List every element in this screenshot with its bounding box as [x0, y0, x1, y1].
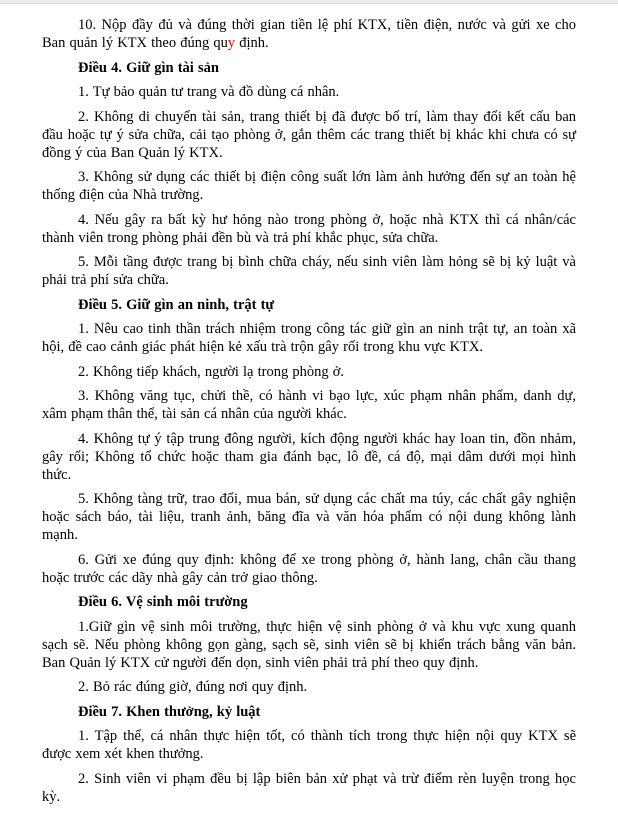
text-run: 5. Mỗi tầng được trang bị bình chữa cháy, nếu sinh viên làm hỏng sẽ bị kỷ luật và phải trả phí sửa chữa. [42, 254, 576, 288]
text-run: 2. Bỏ rác đúng giờ, đúng nơi quy định. [78, 679, 308, 695]
paragraph [42, 168, 576, 204]
text-run: 3. Không văng tục, chửi thề, có hành vi bạo lực, xúc phạm nhân phẩm, danh dự, xâm phạm thân thể, tài sản cá nhân của người khác. [42, 388, 576, 422]
text-run: 3. Không sử dụng các thiết bị điện công suất lớn làm ảnh hưởng đến sự an toàn hệ thống điện của Nhà trường. [42, 169, 576, 203]
text-run: Điều 6. Vệ sinh môi trường [78, 594, 248, 610]
text-run: 4. Không tự ý tập trung đông người, kích động người khác hay loan tin, đồn nhảm, gây rối; Không tổ chức hoặc tham gia đánh bạc, lô đề, cá độ, mại dâm dưới mọi hình thức. [42, 430, 576, 483]
paragraph [42, 83, 576, 101]
paragraph [42, 490, 576, 544]
highlighted-text-run: y [227, 35, 236, 51]
section-heading [42, 59, 576, 77]
paragraph [42, 211, 576, 247]
text-run: Điều 5. Giữ gìn an ninh, trật tự [78, 296, 275, 313]
text-run: 2. Không di chuyển tài sản, trang thiết bị đã được bố trí, làm thay đổi kết cấu ban đầu hoặc tự ý sửa chữa, cải tạo phòng ở, gắn thêm các trang thiết bị khác khi chưa có sự đồng ý của Ban Quản lý KTX. [42, 108, 576, 161]
text-run: 10. Nộp đầy đủ và đúng thời gian tiền lệ phí KTX, tiền điện, nước và gửi xe cho Ban quản lý KTX theo đúng qu [42, 17, 576, 51]
text-run: Điều 7. Khen thưởng, kỷ luật [78, 703, 261, 720]
text-run: 1. Tự bảo quản tư trang và đồ dùng cá nhân. [78, 84, 340, 100]
paragraph [42, 16, 576, 52]
text-run: 6. Gửi xe đúng quy định: không để xe trong phòng ở, hành lang, chân cầu thang hoặc trước các dãy nhà gây cản trở giao thông. [42, 551, 576, 586]
text-run: định. [235, 35, 269, 51]
text-run: 4. Nếu gây ra bất kỳ hư hỏng nào trong phòng ở, hoặc nhà KTX thì cá nhân/các thành viên trong phòng phải đền bù và trả phí khắc phục, sửa chữa. [42, 211, 576, 246]
text-run: 5. Không tàng trữ, trao đổi, mua bán, sử dụng các chất ma túy, các chất gây nghiện hoặc sách báo, tài liệu, tranh ảnh, băng đĩa và văn hóa phẩm có nội dung không lành mạnh. [42, 491, 576, 543]
text-run: Điều 4. Giữ gìn tài sản [78, 59, 219, 76]
paragraph [42, 430, 576, 484]
paragraph [42, 618, 576, 672]
text-run: 1. Nêu cao tinh thần trách nhiệm trong công tác giữ gìn an ninh trật tự, an toàn xã hội, đề cao cảnh giác phát hiện kẻ xấu trà trộn gây rối trong khu vực KTX. [42, 321, 576, 355]
section-heading [42, 703, 576, 721]
text-run: 2. Sinh viên vi phạm đều bị lập biên bản xử phạt và trừ điểm rèn luyện trong học kỳ. [42, 770, 576, 805]
paragraph [42, 253, 576, 289]
paragraph [42, 108, 576, 162]
text-run: 1.Giữ gìn vệ sinh môi trường, thực hiện vệ sinh phòng ở và khu vực xung quanh sạch sẽ. Nếu phòng không gọn gàng, sạch sẽ, sinh viên sẽ bị khiển trách bằng văn bản. Ban Quản lý KTX cử người đến dọn, sinh viên phải trả phí theo quy định. [42, 618, 576, 671]
paragraph [42, 551, 576, 587]
text-run: 2. Không tiếp khách, người lạ trong phòng ở. [78, 363, 345, 380]
paragraph [42, 678, 576, 696]
text-run: 1. Tập thể, cá nhân thực hiện tốt, có thành tích trong thực hiện nội quy KTX sẽ được xem xét khen thưởng. [42, 728, 576, 762]
section-heading [42, 296, 576, 314]
paragraph [42, 387, 576, 423]
paragraph [42, 363, 576, 381]
paragraph [42, 770, 576, 806]
paragraph [42, 727, 576, 763]
section-heading [42, 593, 576, 611]
paragraph [42, 320, 576, 356]
document-content [0, 4, 618, 806]
